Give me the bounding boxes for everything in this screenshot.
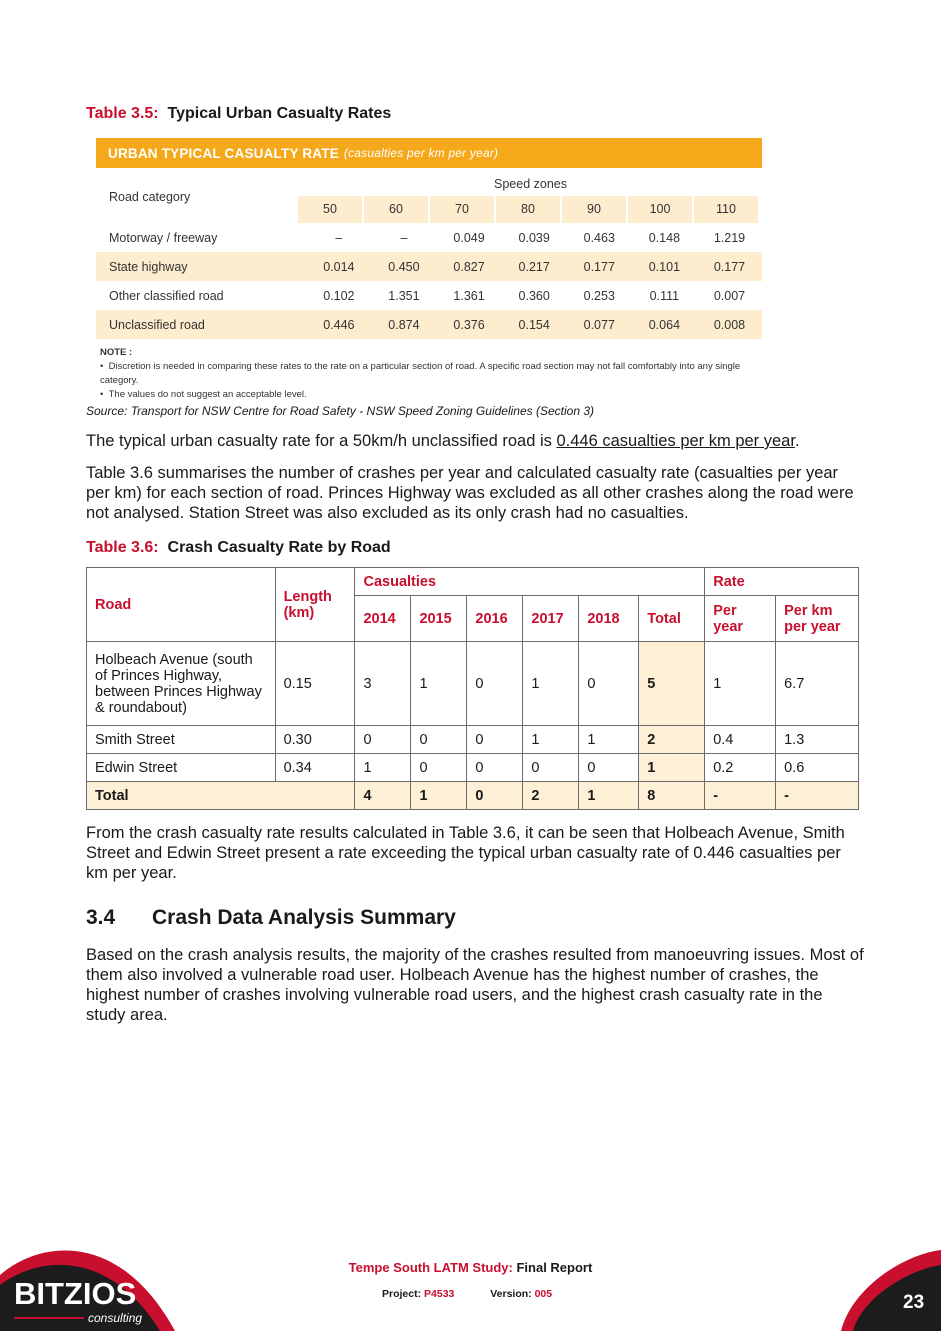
- paragraph-result: From the crash casualty rate results calculated in Table 3.6, it can be seen that Holbeach Avenue, Smith Street and Edwin Street present a rate exceeding the typical urban casualty rate of 0.446 casualties per km per year.: [86, 824, 845, 882]
- header-year: 2017: [523, 596, 579, 642]
- table-total-row: [87, 782, 859, 810]
- row-label: Other classified road: [109, 288, 224, 303]
- casualty-cell: 0: [411, 726, 467, 754]
- row-label: State highway: [109, 259, 188, 274]
- rate-cell: –: [335, 230, 343, 245]
- casualty-cell: 1: [579, 726, 639, 754]
- rate-cell: 0.102: [323, 288, 355, 303]
- casualty-cell: 0: [467, 642, 523, 726]
- casualty-cell: 4: [355, 782, 411, 810]
- table35-row: [96, 310, 762, 339]
- urban-casualty-rate-table: [96, 138, 762, 402]
- table35-row: [96, 281, 762, 310]
- total-cell: 8: [639, 782, 705, 810]
- rate-cell: 1.361: [453, 288, 485, 303]
- speed-cell: 100: [628, 196, 692, 223]
- table36-caption: [86, 539, 391, 557]
- header-casualties: Casualties: [355, 568, 705, 596]
- table35-notes: [96, 346, 762, 402]
- rate-cell: 0.049: [453, 230, 485, 245]
- rate-cell: 1.351: [388, 288, 420, 303]
- casualty-cell: 0: [467, 754, 523, 782]
- logo-subtext: consulting: [88, 1311, 143, 1325]
- rate-cell: 0.177: [583, 259, 615, 274]
- per-year-cell: -: [705, 782, 776, 810]
- casualty-cell: 1: [523, 642, 579, 726]
- row-label: Motorway / freeway: [109, 230, 218, 245]
- paragraph-summary: Table 3.6 summarises the number of crashes per year and calculated casualty rate (casualties per year per km) for each section of road. Princes Highway was excluded as all other crashes along the road were not analysed. Station Street was also excluded as its only crash had no casualties.: [86, 464, 854, 522]
- table35-zone-header: [96, 168, 762, 204]
- rate-cell: 0.148: [648, 230, 681, 245]
- caption-text: Typical Urban Casualty Rates: [167, 105, 392, 122]
- rate-cell: 0.360: [518, 288, 550, 303]
- rate-cell: 0.450: [388, 259, 420, 274]
- caption-number: Table 3.5:: [86, 105, 159, 122]
- casualty-cell: 0: [467, 726, 523, 754]
- casualty-cell: 0: [579, 642, 639, 726]
- header-year: 2015: [411, 596, 467, 642]
- project-number: P4533: [424, 1288, 455, 1300]
- footer-study: Tempe South LATM Study:: [348, 1260, 513, 1275]
- footer-report: Final Report: [516, 1260, 593, 1275]
- length-cell: 0.15: [275, 642, 355, 726]
- header-year: 2018: [579, 596, 639, 642]
- rate-cell: 0.154: [518, 317, 550, 332]
- section-number: 3.4: [86, 906, 116, 929]
- rate-cell: 0.008: [713, 317, 746, 332]
- rate-cell: 0.064: [648, 317, 681, 332]
- speed-cell: 80: [496, 196, 560, 223]
- table35-caption: [86, 105, 391, 123]
- section-heading: [86, 906, 456, 930]
- road-cell: Edwin Street: [87, 754, 276, 782]
- casualty-cell: 0: [579, 754, 639, 782]
- logo-underline: [14, 1317, 84, 1319]
- rate-cell: 0.077: [583, 317, 615, 332]
- table35-subtitle: (casualties per km per year): [343, 146, 499, 160]
- rate-cell: 0.101: [648, 259, 681, 274]
- casualty-cell: 1: [411, 782, 467, 810]
- speed-zone-row: [96, 196, 762, 223]
- speed-cell: 50: [298, 196, 362, 223]
- project-label: Project:: [382, 1288, 422, 1300]
- footer-project-info: [382, 1288, 552, 1300]
- row-label: Unclassified road: [109, 317, 205, 332]
- rate-cell: 0.376: [453, 317, 485, 332]
- table-row: [87, 754, 859, 782]
- header-rate: Rate: [705, 568, 859, 596]
- version-number: 005: [534, 1288, 553, 1300]
- casualty-cell: 1: [523, 726, 579, 754]
- casualty-cell: 1: [411, 642, 467, 726]
- road-cell: Smith Street: [87, 726, 276, 754]
- table35-source: Source: Transport for NSW Centre for Road Safety - NSW Speed Zoning Guidelines (Section 3): [86, 404, 594, 418]
- total-cell: 1: [639, 754, 705, 782]
- rate-cell: 0.007: [713, 288, 746, 303]
- section-title: Crash Data Analysis Summary: [152, 906, 456, 929]
- per-year-cell: 0.4: [705, 726, 776, 754]
- total-label: Total: [87, 782, 355, 810]
- rate-cell: –: [400, 230, 408, 245]
- speed-zones-label: Speed zones: [494, 177, 567, 191]
- logo-wordmark: BITZIOS: [14, 1276, 137, 1311]
- per-year-cell: 0.2: [705, 754, 776, 782]
- per-km-cell: 0.6: [776, 754, 859, 782]
- note-label: NOTE :: [100, 347, 133, 358]
- rate-cell: 0.253: [583, 288, 615, 303]
- para1-text: The typical urban casualty rate for a 50km/h unclassified road is: [86, 432, 557, 450]
- header-year: 2016: [467, 596, 523, 642]
- rate-cell: 1.219: [713, 230, 746, 245]
- table35-title: URBAN TYPICAL CASUALTY RATE: [108, 145, 339, 161]
- caption-number: Table 3.6:: [86, 539, 159, 556]
- paragraph-analysis-summary: Based on the crash analysis results, the majority of the crashes resulted from manoeuvring issues. Most of them also involved a vulnerable road user. Holbeach Avenue has the highest number of crashes, the highest number of crashes involving vulnerable road users, and the highest crash casualty rate in the study area.: [86, 946, 864, 1024]
- header-per-year: Per year: [705, 596, 776, 642]
- total-cell: 5: [639, 642, 705, 726]
- per-year-cell: 1: [705, 642, 776, 726]
- rate-cell: 0.217: [518, 259, 550, 274]
- rate-cell: 0.177: [713, 259, 746, 274]
- rate-cell: 0.111: [649, 288, 680, 303]
- casualty-cell: 1: [579, 782, 639, 810]
- speed-cell: 60: [364, 196, 428, 223]
- header-length: Length (km): [275, 568, 355, 642]
- page-corner-swoosh: [841, 1250, 941, 1331]
- casualty-cell: 0: [467, 782, 523, 810]
- total-cell: 2: [639, 726, 705, 754]
- header-total: Total: [639, 596, 705, 642]
- caption-text: Crash Casualty Rate by Road: [167, 539, 391, 556]
- note-text: Discretion is needed in comparing these rates to the rate on a particular section of road. A specific road section may not fall comfortably into any single category.: [100, 361, 741, 386]
- table35-header: [96, 138, 762, 168]
- rate-cell: 0.039: [518, 230, 550, 245]
- length-cell: 0.34: [275, 754, 355, 782]
- note-item: • The values do not suggest an acceptable level.: [100, 389, 307, 400]
- header-road: Road: [87, 568, 276, 642]
- para1-end: .: [794, 432, 800, 450]
- speed-cell: 70: [430, 196, 494, 223]
- casualty-cell: 3: [355, 642, 411, 726]
- rate-cell: 0.827: [453, 259, 485, 274]
- table-row: [87, 726, 859, 754]
- para1-underlined-value: 0.446 casualties per km per year: [556, 432, 795, 450]
- casualty-cell: 0: [355, 726, 411, 754]
- table-row: [87, 642, 859, 726]
- casualty-cell: 0: [411, 754, 467, 782]
- casualty-cell: 2: [523, 782, 579, 810]
- table35-row: [96, 252, 762, 281]
- header-year: 2014: [355, 596, 411, 642]
- paragraph-typical-rate: [86, 431, 866, 451]
- speed-cell: 90: [562, 196, 626, 223]
- rate-cell: 0.014: [323, 259, 355, 274]
- road-category-label: Road category: [109, 190, 191, 204]
- per-km-cell: 1.3: [776, 726, 859, 754]
- rate-cell: 0.463: [583, 230, 615, 245]
- note-item: • Discretion is needed in comparing these rates to the rate on a particular section of road. A specific road section may not fall comfortably into any single category.: [100, 361, 741, 386]
- speed-cell: 110: [694, 196, 758, 223]
- rate-cell: 0.446: [323, 317, 355, 332]
- casualty-cell: 1: [355, 754, 411, 782]
- header-per-km-per-year: Per km per year: [776, 596, 859, 642]
- table35-row: [96, 223, 762, 252]
- per-km-cell: -: [776, 782, 859, 810]
- crash-casualty-rate-table: [86, 567, 859, 810]
- casualty-cell: 0: [523, 754, 579, 782]
- version-label: Version:: [490, 1288, 532, 1300]
- page-number: 23: [903, 1292, 925, 1313]
- rate-cell: 0.874: [388, 317, 420, 332]
- length-cell: 0.30: [275, 726, 355, 754]
- road-cell: Holbeach Avenue (south of Princes Highway, between Princes Highway & roundabout): [87, 642, 276, 726]
- note-text: The values do not suggest an acceptable level.: [108, 389, 307, 400]
- per-km-cell: 6.7: [776, 642, 859, 726]
